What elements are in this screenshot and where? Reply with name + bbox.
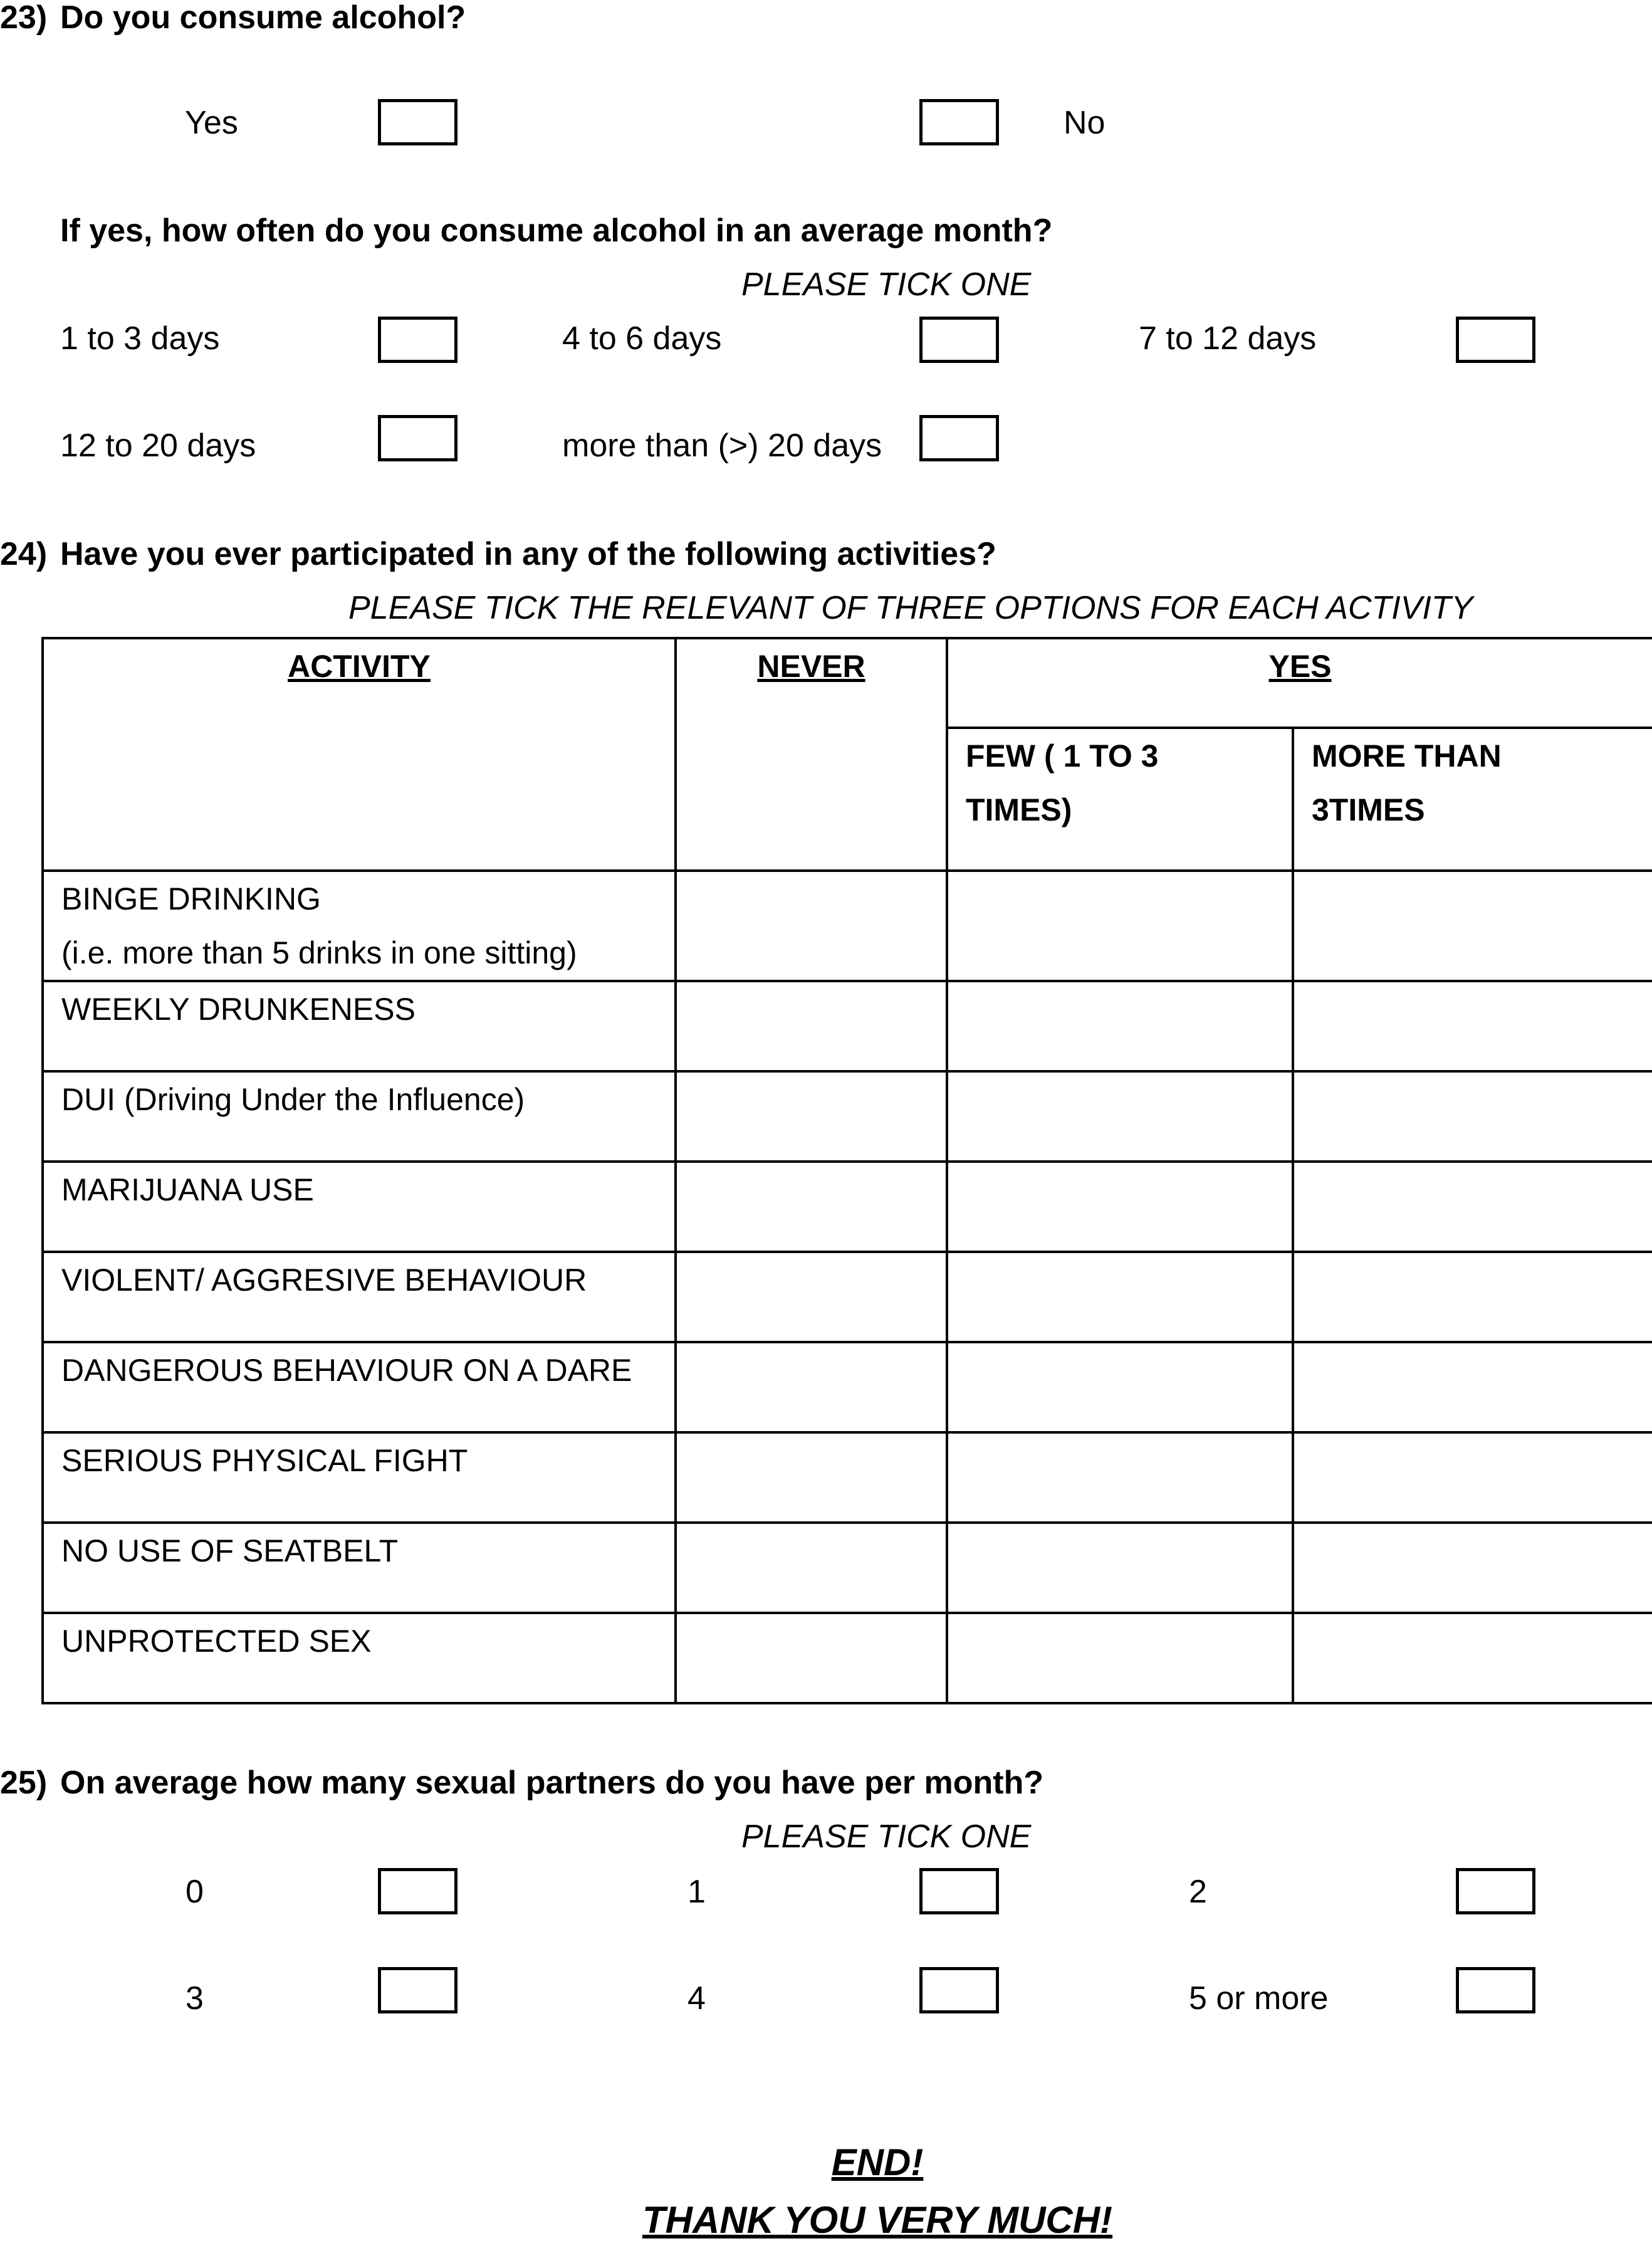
never-cell[interactable] xyxy=(676,1432,947,1523)
header-more-than-3 xyxy=(1293,728,1652,871)
activity-label: NO USE OF SEATBELT xyxy=(43,1523,676,1613)
never-cell[interactable] xyxy=(676,1613,947,1703)
q24-number: 24) xyxy=(0,536,48,572)
more-than-3-cell[interactable] xyxy=(1293,1071,1652,1162)
q23-freq-checkbox-1[interactable] xyxy=(378,317,457,363)
header-never: NEVER xyxy=(676,638,947,871)
activity-label: UNPROTECTED SEX xyxy=(43,1613,676,1703)
header-yes: YES xyxy=(947,638,1652,728)
header-activity: ACTIVITY xyxy=(43,638,676,871)
header-few-line1: FEW ( 1 TO 3 xyxy=(966,738,1159,774)
activity-label: WEEKLY DRUNKENESS xyxy=(43,981,676,1071)
few-times-cell[interactable] xyxy=(947,1252,1293,1342)
q23-option-yes-label: Yes xyxy=(185,105,238,141)
q25-number: 25) xyxy=(0,1765,48,1801)
q23-option-no-label: No xyxy=(1064,105,1106,141)
activity-label: BINGE DRINKING xyxy=(61,881,321,916)
few-times-cell[interactable] xyxy=(947,1071,1293,1162)
more-than-3-cell[interactable] xyxy=(1293,871,1652,981)
header-few-times xyxy=(947,728,1293,871)
few-times-cell[interactable] xyxy=(947,1432,1293,1523)
q23-question: Do you consume alcohol? xyxy=(60,0,466,36)
q23-freq-checkbox-2[interactable] xyxy=(919,317,999,363)
few-times-cell[interactable] xyxy=(947,981,1293,1071)
q25-option-label-2: 2 xyxy=(1189,1874,1207,1910)
activity-label: VIOLENT/ AGGRESIVE BEHAVIOUR xyxy=(43,1252,676,1342)
table-row xyxy=(43,871,1652,981)
activity-note: (i.e. more than 5 drinks in one sitting) xyxy=(61,935,577,970)
q23-no-checkbox[interactable] xyxy=(919,99,999,145)
q25-option-label-1: 1 xyxy=(687,1874,706,1910)
table-row xyxy=(43,1252,1652,1342)
few-times-cell[interactable] xyxy=(947,871,1293,981)
table-row xyxy=(43,1162,1652,1252)
q25-option-label-3: 3 xyxy=(186,1980,204,2017)
never-cell[interactable] xyxy=(676,1162,947,1252)
never-cell[interactable] xyxy=(676,1523,947,1613)
never-cell[interactable] xyxy=(676,981,947,1071)
end-text: END! xyxy=(831,2141,924,2183)
q23-freq-label-1: 1 to 3 days xyxy=(60,320,220,357)
never-cell[interactable] xyxy=(676,1071,947,1162)
more-than-3-cell[interactable] xyxy=(1293,1613,1652,1703)
header-few-line2: TIMES) xyxy=(966,792,1072,827)
q25-checkbox-3[interactable] xyxy=(378,1967,457,2013)
q25-checkbox-0[interactable] xyxy=(378,1868,457,1914)
q23-number: 23) xyxy=(0,0,48,36)
more-than-3-cell[interactable] xyxy=(1293,1432,1652,1523)
more-than-3-cell[interactable] xyxy=(1293,1252,1652,1342)
q23-freq-label-3: 7 to 12 days xyxy=(1139,320,1317,357)
q23-freq-checkbox-4[interactable] xyxy=(378,415,457,461)
header-more-line1: MORE THAN xyxy=(1312,738,1502,774)
table-row xyxy=(43,1071,1652,1162)
few-times-cell[interactable] xyxy=(947,1523,1293,1613)
more-than-3-cell[interactable] xyxy=(1293,1342,1652,1432)
q23-freq-checkbox-5[interactable] xyxy=(919,415,999,461)
activity-label: MARIJUANA USE xyxy=(43,1162,676,1252)
never-cell[interactable] xyxy=(676,871,947,981)
few-times-cell[interactable] xyxy=(947,1342,1293,1432)
q25-option-label-4: 4 xyxy=(687,1980,706,2017)
activity-label: DUI (Driving Under the Influence) xyxy=(43,1071,676,1162)
thank-you-text: THANK YOU VERY MUCH! xyxy=(642,2199,1113,2241)
q23-followup-question: If yes, how often do you consume alcohol in an average month? xyxy=(60,213,1053,249)
table-row xyxy=(43,1432,1652,1523)
q25-checkbox-4[interactable] xyxy=(919,1967,999,2013)
q24-instruction: PLEASE TICK THE RELEVANT OF THREE OPTIONS FOR EACH ACTIVITY xyxy=(348,590,1473,626)
q25-checkbox-1[interactable] xyxy=(919,1868,999,1914)
more-than-3-cell[interactable] xyxy=(1293,981,1652,1071)
never-cell[interactable] xyxy=(676,1342,947,1432)
table-row xyxy=(43,981,1652,1071)
q23-freq-label-4: 12 to 20 days xyxy=(60,428,256,464)
more-than-3-cell[interactable] xyxy=(1293,1162,1652,1252)
q25-checkbox-5[interactable] xyxy=(1456,1967,1535,2013)
never-cell[interactable] xyxy=(676,1252,947,1342)
activity-label: SERIOUS PHYSICAL FIGHT xyxy=(43,1432,676,1523)
q24-question: Have you ever participated in any of the following activities? xyxy=(60,536,996,572)
table-row xyxy=(43,1523,1652,1613)
q25-instruction: PLEASE TICK ONE xyxy=(741,1819,1032,1855)
q25-option-label-5: 5 or more xyxy=(1189,1980,1329,2017)
activities-table xyxy=(41,637,1652,1704)
table-row xyxy=(43,1613,1652,1703)
q23-freq-checkbox-3[interactable] xyxy=(1456,317,1535,363)
q23-freq-label-2: 4 to 6 days xyxy=(562,320,722,357)
more-than-3-cell[interactable] xyxy=(1293,1523,1652,1613)
q25-option-label-0: 0 xyxy=(186,1874,204,1910)
q23-yes-checkbox[interactable] xyxy=(378,99,457,145)
activity-cell xyxy=(43,871,676,981)
q25-question: On average how many sexual partners do you have per month? xyxy=(60,1765,1044,1801)
q23-instruction: PLEASE TICK ONE xyxy=(741,266,1032,303)
few-times-cell[interactable] xyxy=(947,1162,1293,1252)
few-times-cell[interactable] xyxy=(947,1613,1293,1703)
header-more-line2: 3TIMES xyxy=(1312,792,1425,827)
q25-checkbox-2[interactable] xyxy=(1456,1868,1535,1914)
table-row xyxy=(43,1342,1652,1432)
activity-label: DANGEROUS BEHAVIOUR ON A DARE xyxy=(43,1342,676,1432)
q23-freq-label-5: more than (>) 20 days xyxy=(562,428,882,464)
